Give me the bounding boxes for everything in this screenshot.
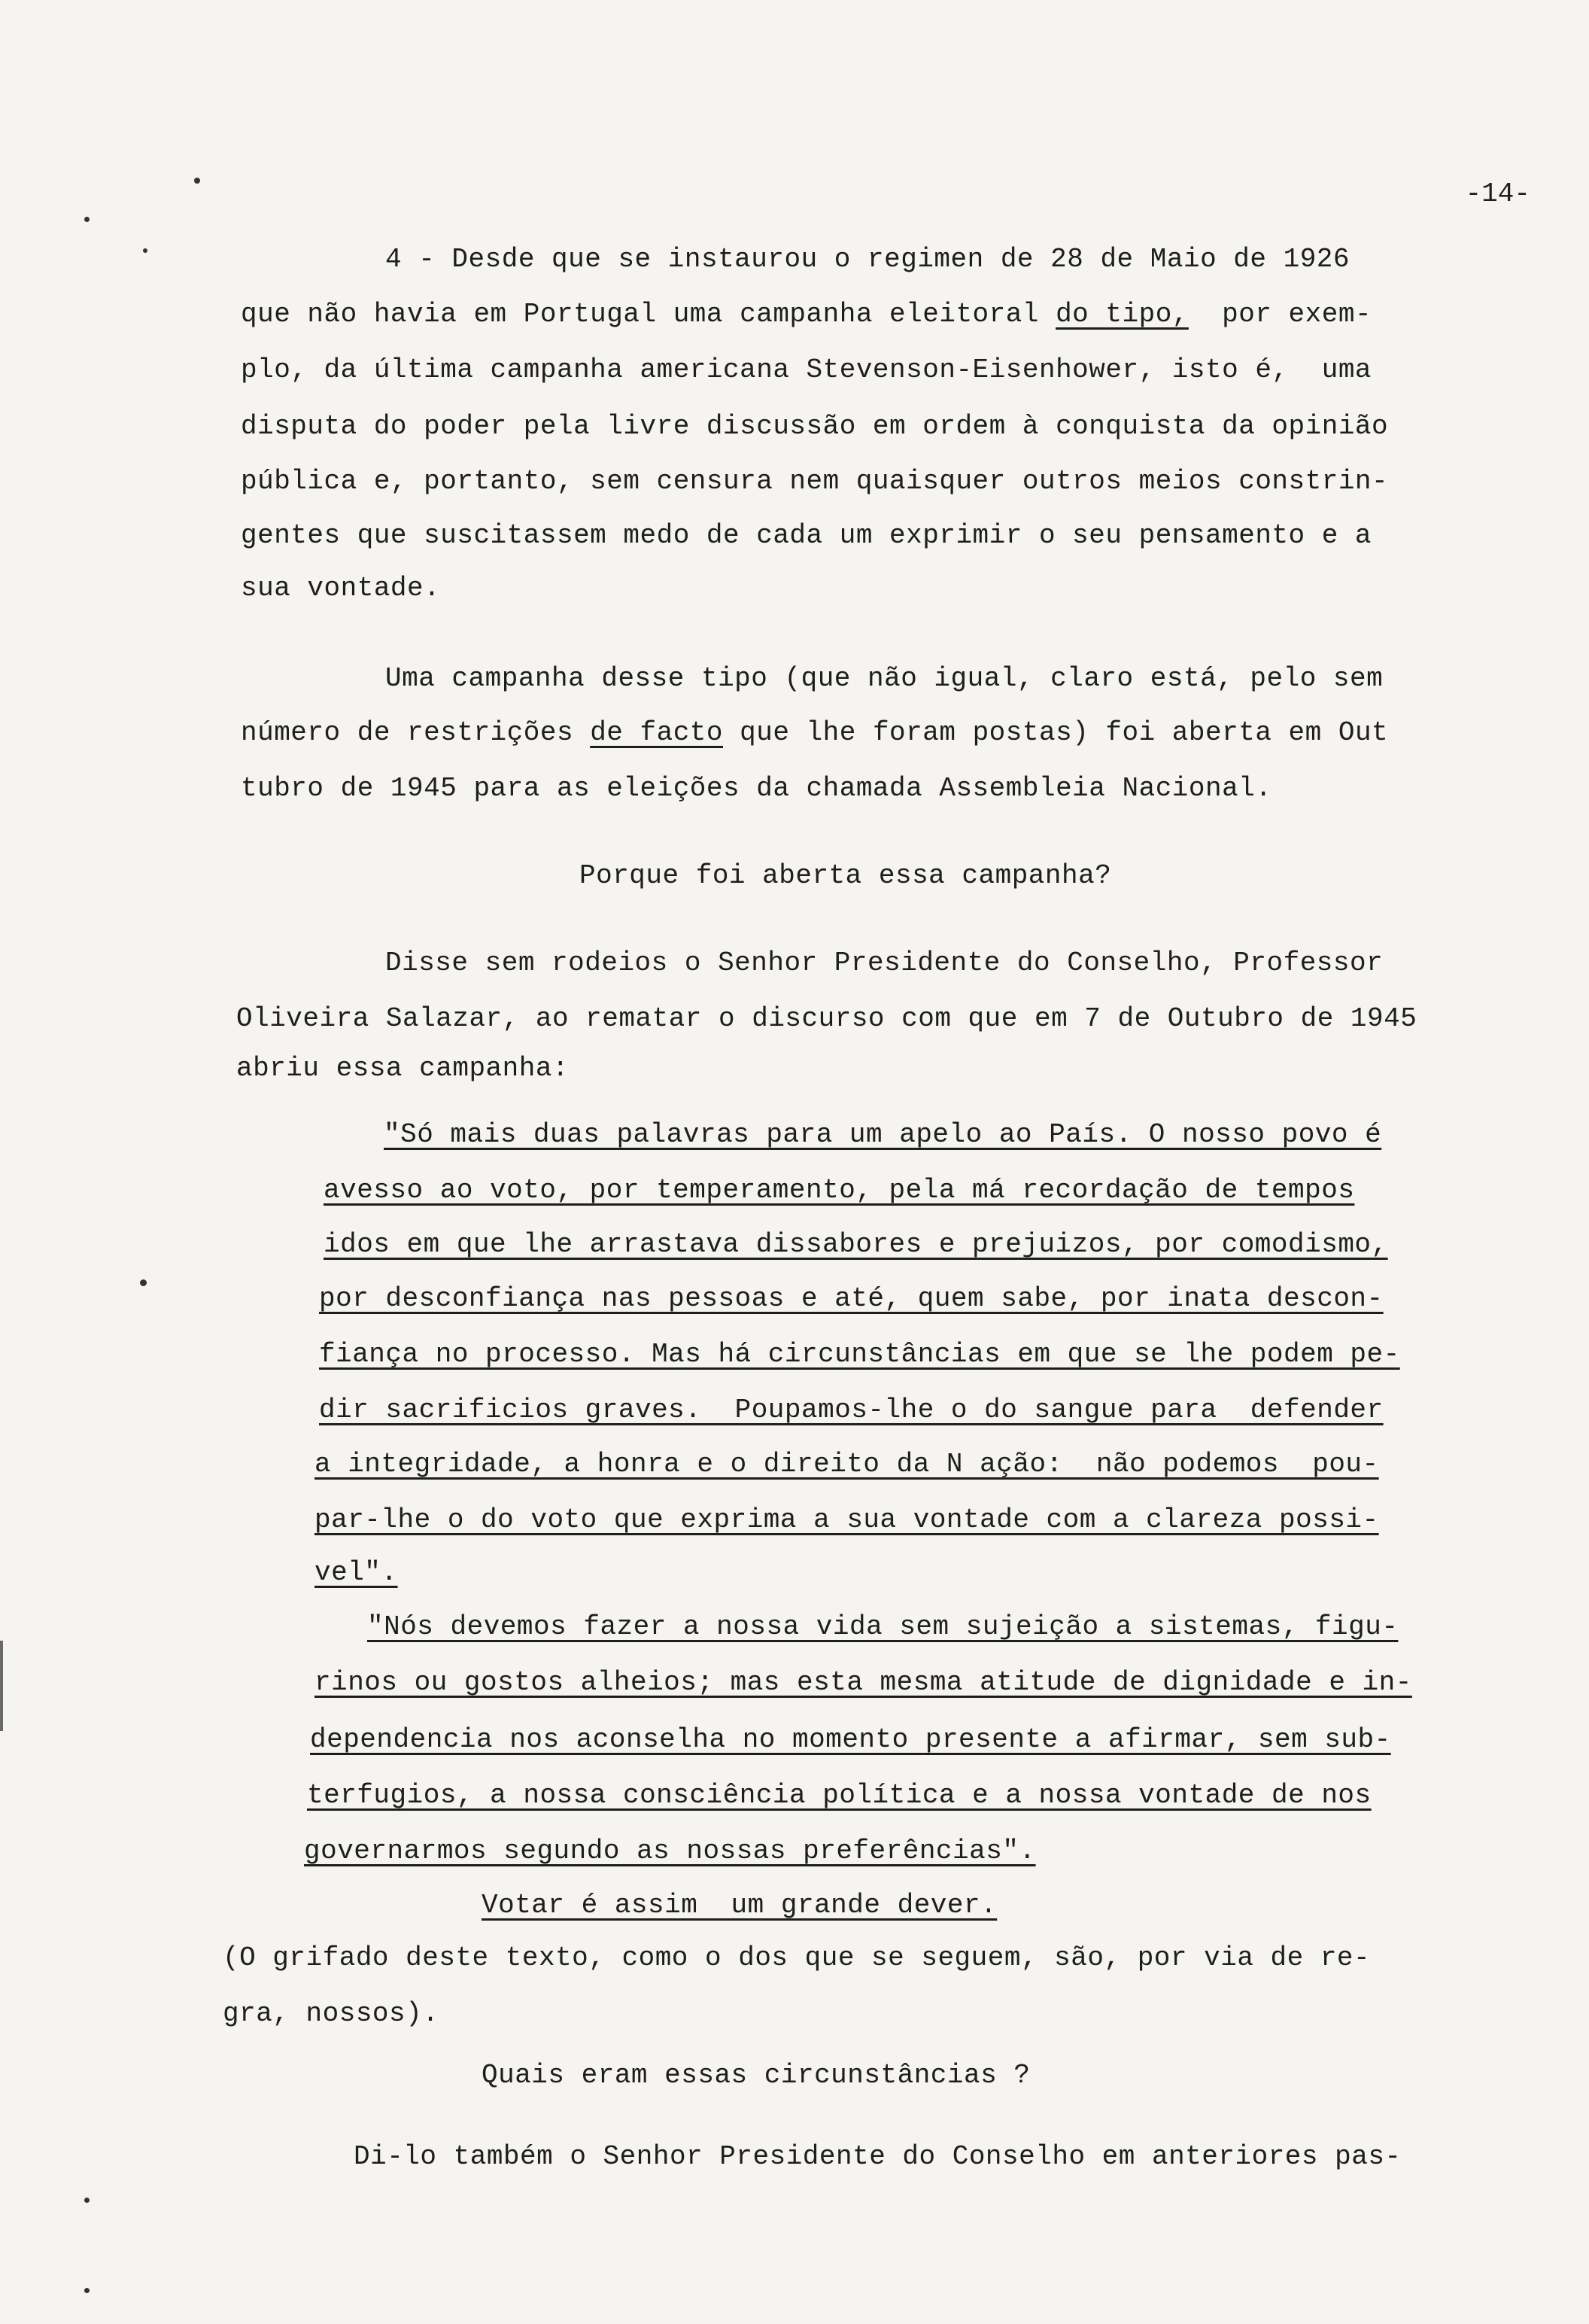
quote-line: par-lhe o do voto que exprima a sua vontade com a clareza possi- bbox=[314, 1504, 1379, 1535]
text-line: Uma campanha desse tipo (que não igual, claro está, pelo sem bbox=[385, 663, 1384, 694]
text-line: 4 - Desde que se instaurou o regimen de 28 de Maio de 1926 bbox=[385, 244, 1350, 275]
text-line: (O grifado deste texto, como o dos que se seguem, são, por via de re- bbox=[223, 1942, 1371, 1973]
page-number: -14- bbox=[1465, 178, 1530, 209]
quote-line: idos em que lhe arrastava dissabores e prejuizos, por comodismo, bbox=[324, 1229, 1388, 1260]
section-question: Quais eram essas circunstâncias ? bbox=[482, 2060, 1031, 2091]
quote-line: terfugios, a nossa consciência política e a nossa vontade de nos bbox=[307, 1780, 1372, 1811]
section-question: Porque foi aberta essa campanha? bbox=[579, 860, 1112, 891]
scan-speck bbox=[140, 1279, 147, 1286]
scan-speck bbox=[194, 178, 200, 184]
quote-line: dir sacrificios graves. Poupamos-lhe o do sangue para defender bbox=[319, 1395, 1384, 1425]
quote-line: a integridade, a honra e o direito da N ação: não podemos pou- bbox=[314, 1449, 1379, 1480]
scan-edge-mark bbox=[0, 1641, 3, 1731]
quote-line: governarmos segundo as nossas preferências". bbox=[304, 1836, 1036, 1866]
quote-line: rinos ou gostos alheios; mas esta mesma atitude de dignidade e in- bbox=[314, 1667, 1412, 1698]
quote-line: vel". bbox=[314, 1557, 398, 1588]
scan-speck bbox=[84, 2198, 90, 2203]
text-line: tubro de 1945 para as eleições da chamada Assembleia Nacional. bbox=[241, 773, 1272, 804]
text-line: plo, da última campanha americana Stevenson-Eisenhower, isto é, uma bbox=[241, 354, 1372, 385]
text-line: gentes que suscitassem medo de cada um exprimir o seu pensamento e a bbox=[241, 520, 1372, 551]
text-line: abriu essa campanha: bbox=[236, 1053, 570, 1084]
quote-line: "Nós devemos fazer a nossa vida sem sujeição a sistemas, figu- bbox=[367, 1611, 1399, 1642]
quote-line: dependencia nos aconselha no momento presente a afirmar, sem sub- bbox=[310, 1724, 1391, 1755]
text-line: Di-lo também o Senhor Presidente do Conselho em anteriores pas- bbox=[354, 2141, 1402, 2172]
emphasis-line: Votar é assim um grande dever. bbox=[482, 1890, 998, 1921]
text-line: número de restrições de facto que lhe foram postas) foi aberta em Out bbox=[241, 717, 1389, 748]
text-line: Oliveira Salazar, ao rematar o discurso com que em 7 de Outubro de 1945 bbox=[236, 1003, 1417, 1034]
quote-line: fiança no processo. Mas há circunstâncias em que se lhe podem pe- bbox=[319, 1339, 1400, 1370]
quote-line: avesso ao voto, por temperamento, pela má recordação de tempos bbox=[324, 1175, 1355, 1206]
scan-speck bbox=[84, 2288, 90, 2293]
text-line: gra, nossos). bbox=[223, 1998, 439, 2029]
text-line: sua vontade. bbox=[241, 573, 441, 604]
scan-speck bbox=[84, 217, 90, 222]
text-line: disputa do poder pela livre discussão em ordem à conquista da opinião bbox=[241, 411, 1389, 442]
text-line: pública e, portanto, sem censura nem quaisquer outros meios constrin- bbox=[241, 466, 1389, 497]
quote-line: "Só mais duas palavras para um apelo ao País. O nosso povo é bbox=[384, 1119, 1382, 1150]
quote-line: por desconfiança nas pessoas e até, quem sabe, por inata descon- bbox=[319, 1283, 1384, 1314]
text-line: Disse sem rodeios o Senhor Presidente do Conselho, Professor bbox=[385, 948, 1384, 978]
text-line: que não havia em Portugal uma campanha eleitoral do tipo, por exem- bbox=[241, 299, 1372, 330]
scan-speck bbox=[143, 248, 147, 253]
